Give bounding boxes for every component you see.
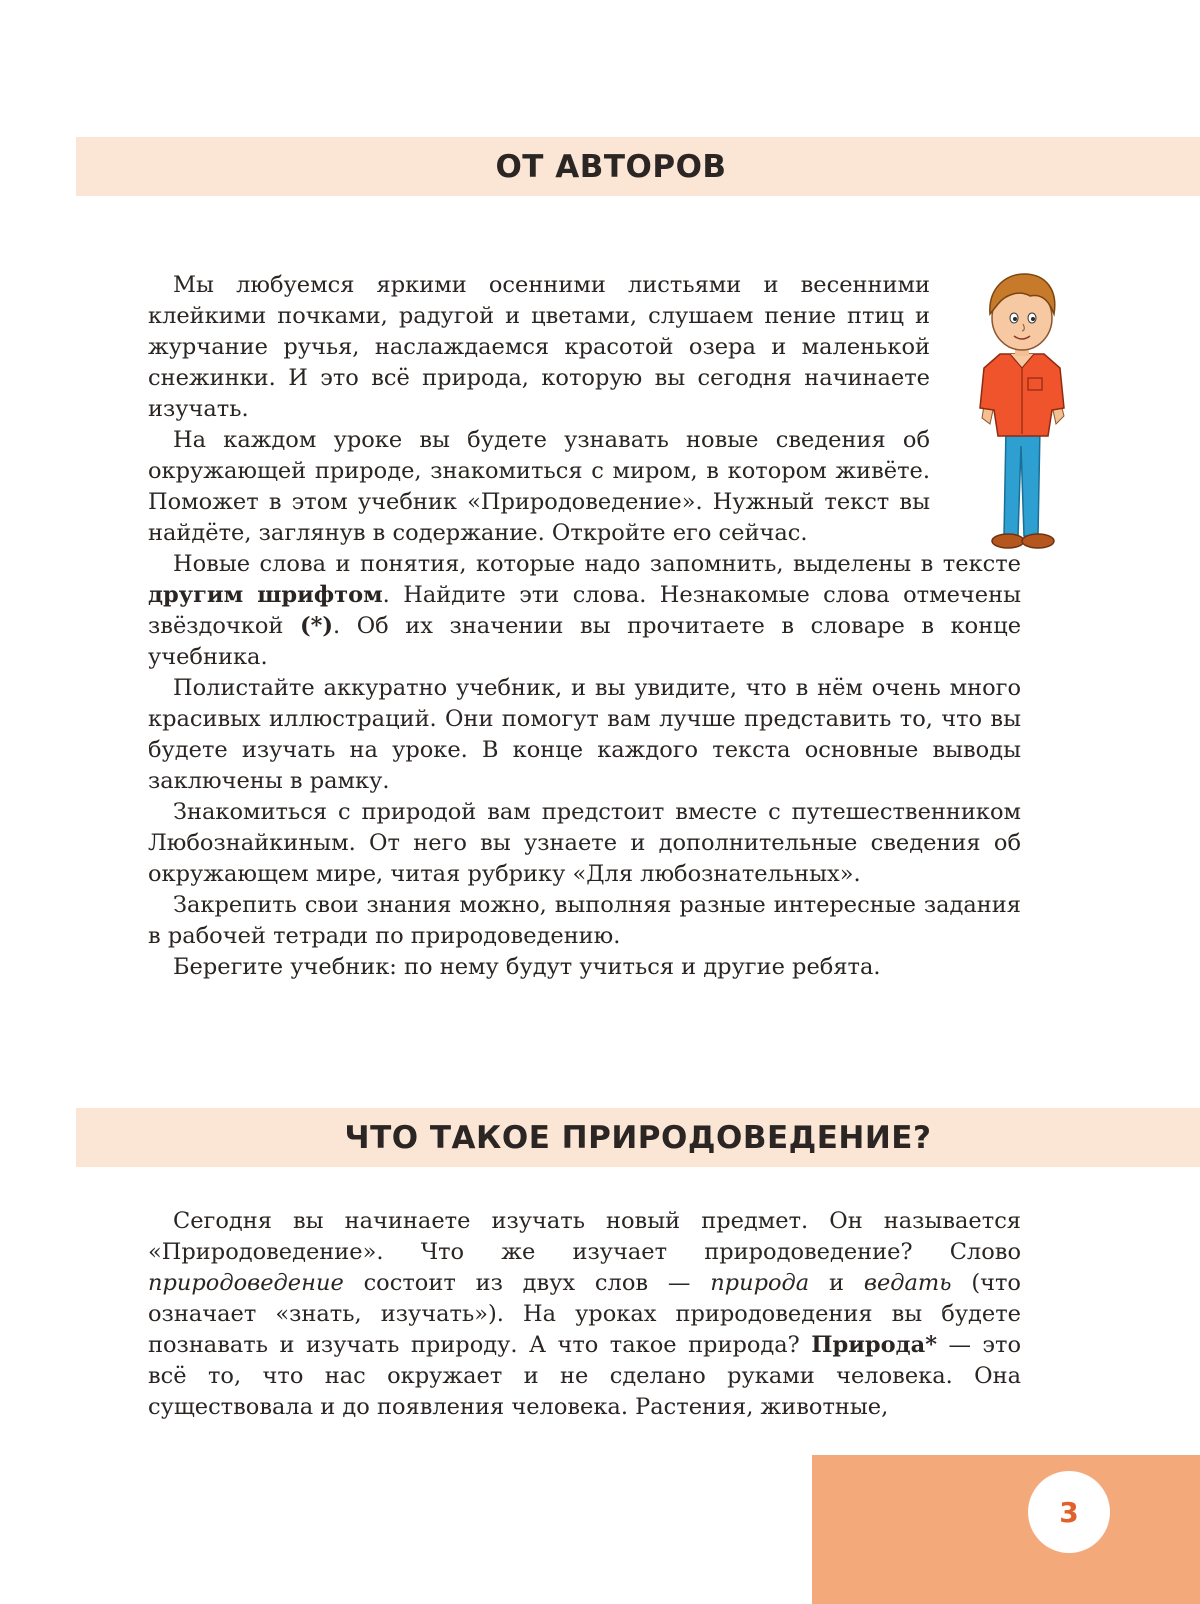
nature-study-text [148,1206,1021,1423]
italic-term: природоведение [148,1270,344,1296]
paragraph-2: На каждом уроке вы будете узнавать новые сведения об окружающей природе, знакомиться с миром, в котором живёте. Поможет в этом учебник «Природоведение». Нужный текст вы найдёте, заглянув в содержание. Откройте его сейчас. [148,427,930,546]
section-header-authors [76,137,1200,196]
paragraph-6: Закрепить свои знания можно, выполняя разные интересные задания в рабочей тетради по природоведению. [148,892,1021,949]
asterisk-mark: (*) [299,613,334,639]
italic-term: ведать [863,1270,952,1296]
paragraph-8: Сегодня вы начинаете изучать новый предмет. Он называется «Природоведение». Что же изучает природоведение? Слово природоведение состоит из двух слов — природа и ведать (что означает «знать, изучать»). На уроках природоведения вы будете познавать и изучать природу. А что такое природа? Природа* — это всё то, что нас окружает и не сделано руками человека. Она существовала и до появления человека. Растения, животные, [148,1208,1022,1420]
section-title-nature-study: ЧТО ТАКОЕ ПРИРОДОВЕДЕНИЕ? [344,1119,932,1156]
page-number: 3 [1028,1471,1110,1553]
paragraph-5: Знакомиться с природой вам предстоит вместе с путешественником Любознайкиным. От него вы узнаете и дополнительные сведения об окружающем мире, читая рубрику «Для любознательных». [148,799,1021,887]
paragraph-3: Новые слова и понятия, которые надо запомнить, выделены в тексте другим шрифтом. Найдите эти слова. Незнакомые слова отмечены звёздочкой (*). Об их значении вы прочитаете в словаре в конце учебника. [148,551,1022,670]
italic-term: природа [710,1270,810,1296]
paragraph-1: Мы любуемся яркими осенними листьями и весенними клейкими почками, радугой и цветами, слушаем пение птиц и журчание ручья, наслаждаемся красотой озера и маленькой снежинки. И это всё природа, которую вы сегодня начинаете изучать. [148,272,930,422]
bold-term: Природа* [811,1332,937,1358]
bold-term: другим шрифтом [148,582,383,608]
section-header-nature-study [76,1108,1200,1167]
section-title-authors: ОТ АВТОРОВ [495,148,727,185]
corner-decoration [812,1455,1200,1604]
paragraph-4: Полистайте аккуратно учебник, и вы увидите, что в нём очень много красивых иллюстраций. Они помогут вам лучше представить то, что вы будете изучать на уроке. В конце каждого текста основные выводы заключены в рамку. [148,675,1021,794]
paragraph-7: Берегите учебник: по нему будут учиться и другие ребята. [173,954,881,980]
authors-text [148,270,1021,983]
boy-illustration [960,268,1080,568]
